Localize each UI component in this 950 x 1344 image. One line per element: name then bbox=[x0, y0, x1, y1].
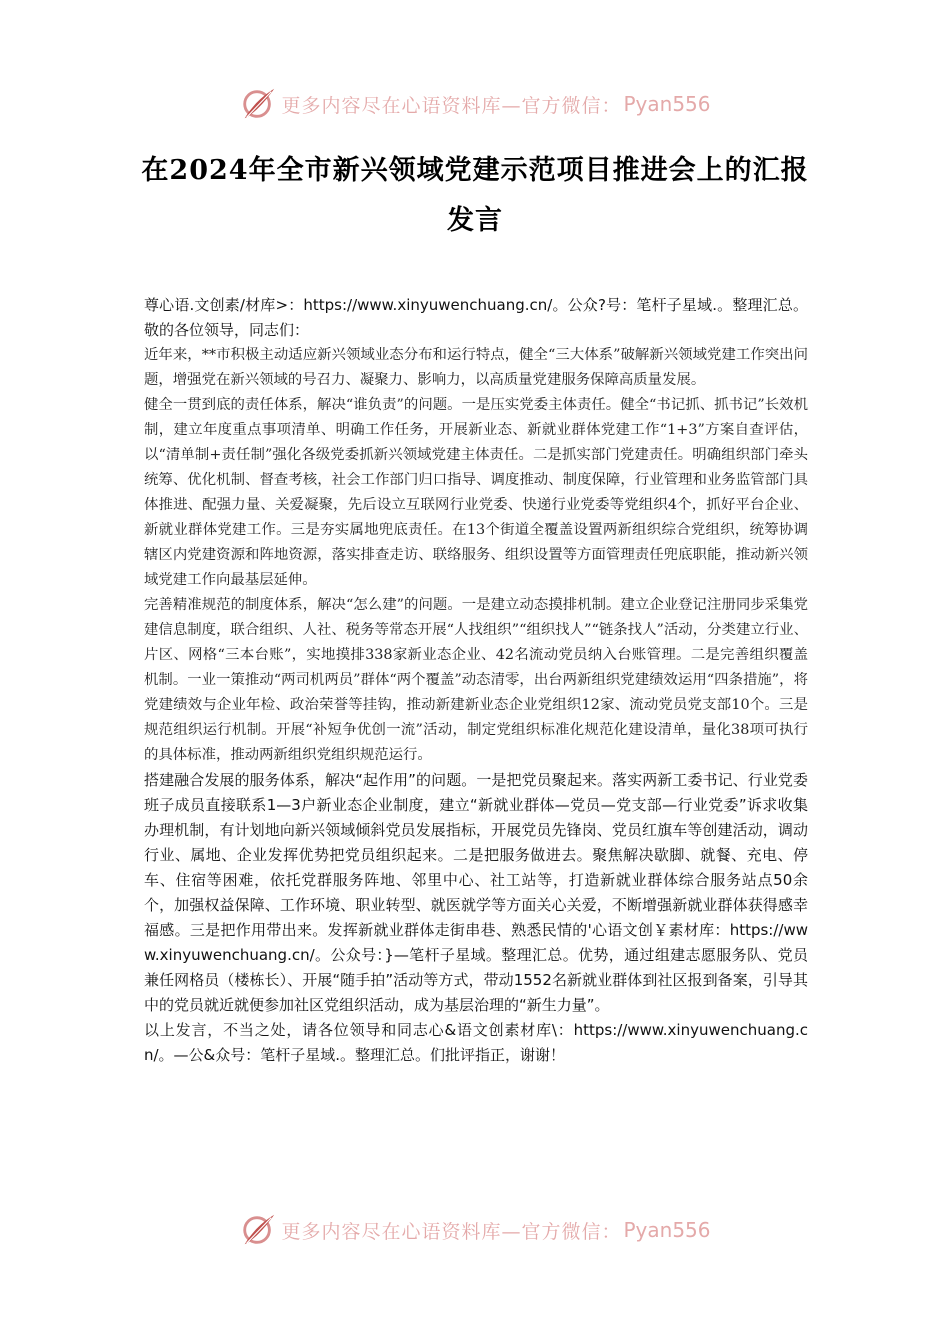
watermark-id: Pyan556 bbox=[623, 1218, 711, 1242]
watermark-top bbox=[0, 84, 950, 124]
feather-logo-icon bbox=[239, 1211, 277, 1249]
watermark-text: 更多内容尽在心语资料库—官方微信： bbox=[281, 1220, 622, 1243]
document-title: 在2024年全市新兴领域党建示范项目推进会上的汇报发言 bbox=[141, 155, 809, 236]
feather-logo-icon bbox=[239, 85, 277, 123]
document-body bbox=[144, 293, 808, 1068]
paragraph-closing: 以上发言，不当之处，请各位领导和同志心&语文创素材库\：https://www.xinyuwenchuang.cn/。—公&众号：笔杆子星域.。整理汇总。们批评指正，谢谢！ bbox=[144, 1021, 808, 1064]
watermark-bottom bbox=[0, 1210, 950, 1250]
paragraph-service: 搭建融合发展的服务体系，解决“起作用”的问题。一是把党员聚起来。落实两新工委书记、行业党委班子成员直接联系1—3户新业态企业制度，建立“新就业群体—党员—党支部—行业党委”诉求收集办理机制，有计划地向新兴领域倾斜党员发展指标，开展党员先锋岗、党员红旗车等创建活动，调动行业、属地、企业发挥优势把党员组织起来。二是把服务做进去。聚焦解决歇脚、就餐、充电、停车、住宿等困难，依托党群服务阵地、邻里中心、社工站等，打造新就业群体综合服务站点50余个，加强权益保障、工作环境、职业转型、就医就学等方面关心关爱，不断增强新就业群体获得感幸福感。三是把作用带出来。发挥新就业群体走街串巷、熟悉民情的'心语文创￥素材库：https://www.xinyuwenchuang.cn/。公众号：}—笔杆子星域。整理汇总。优势，通过组建志愿服务队、党员兼任网格员（楼栋长）、开展“随手拍”活动等方式，带动1552名新就业群体到社区报到备案，引导其中的党员就近就便参加社区党组织活动，成为基层治理的“新生力量”。 bbox=[144, 771, 808, 1014]
paragraph-greeting: 尊心语.文创素/材库>：https://www.xinyuwenchuang.cn/。公众?号：笔杆子星域.。整理汇总。敬的各位领导，同志们： bbox=[144, 296, 808, 339]
paragraph-intro: 近年来，**市积极主动适应新兴领域业态分布和运行特点，健全“三大体系”破解新兴领域党建工作突出问题，增强党在新兴领域的号召力、凝聚力、影响力，以高质量党建服务保障高质量发展。 bbox=[144, 347, 808, 388]
paragraph-system: 完善精准规范的制度体系，解决“怎么建”的问题。一是建立动态摸排机制。建立企业登记注册同步采集党建信息制度，联合组织、人社、税务等常态开展“人找组织”“组织找人”“链条找人”活动，分类建立行业、片区、网格“三本台账”，实地摸排338家新业态企业、42名流动党员纳入台账管理。二是完善组织覆盖机制。一业一策推动“两司机两员”群体“两个覆盖”动态清零，出台两新组织党建绩效运用“四条措施”，将党建绩效与企业年检、政治荣誉等挂钩，推动新建新业态企业党组织12家、流动党员党支部10个。三是规范组织运行机制。开展“补短争优创一流”活动，制定党组织标准化规范化建设清单，量化38项可执行的具体标准，推动两新组织党组织规范运行。 bbox=[144, 597, 808, 763]
paragraph-responsibility: 健全一贯到底的责任体系，解决“谁负责”的问题。一是压实党委主体责任。健全“书记抓、抓书记”长效机制，建立年度重点事项清单、明确工作任务，开展新业态、新就业群体党建工作“1+3”方案自查评估，以“清单制+责任制”强化各级党委抓新兴领域党建主体责任。二是抓实部门党建责任。明确组织部门牵头统筹、优化机制、督查考核，社会工作部门归口指导、调度推动、制度保障，行业管理和业务监管部门具体推进、配强力量、关爱凝聚，先后设立互联网行业党委、快递行业党委等党组织4个，抓好平台企业、新就业群体党建工作。三是夯实属地兜底责任。在13个街道全覆盖设置两新组织综合党组织，统筹协调辖区内党建资源和阵地资源，落实排查走访、联络服务、组织设置等方面管理责任兜底职能，推动新兴领域党建工作向最基层延伸。 bbox=[144, 397, 808, 588]
watermark-id: Pyan556 bbox=[623, 92, 711, 116]
watermark-text: 更多内容尽在心语资料库—官方微信： bbox=[281, 94, 622, 117]
